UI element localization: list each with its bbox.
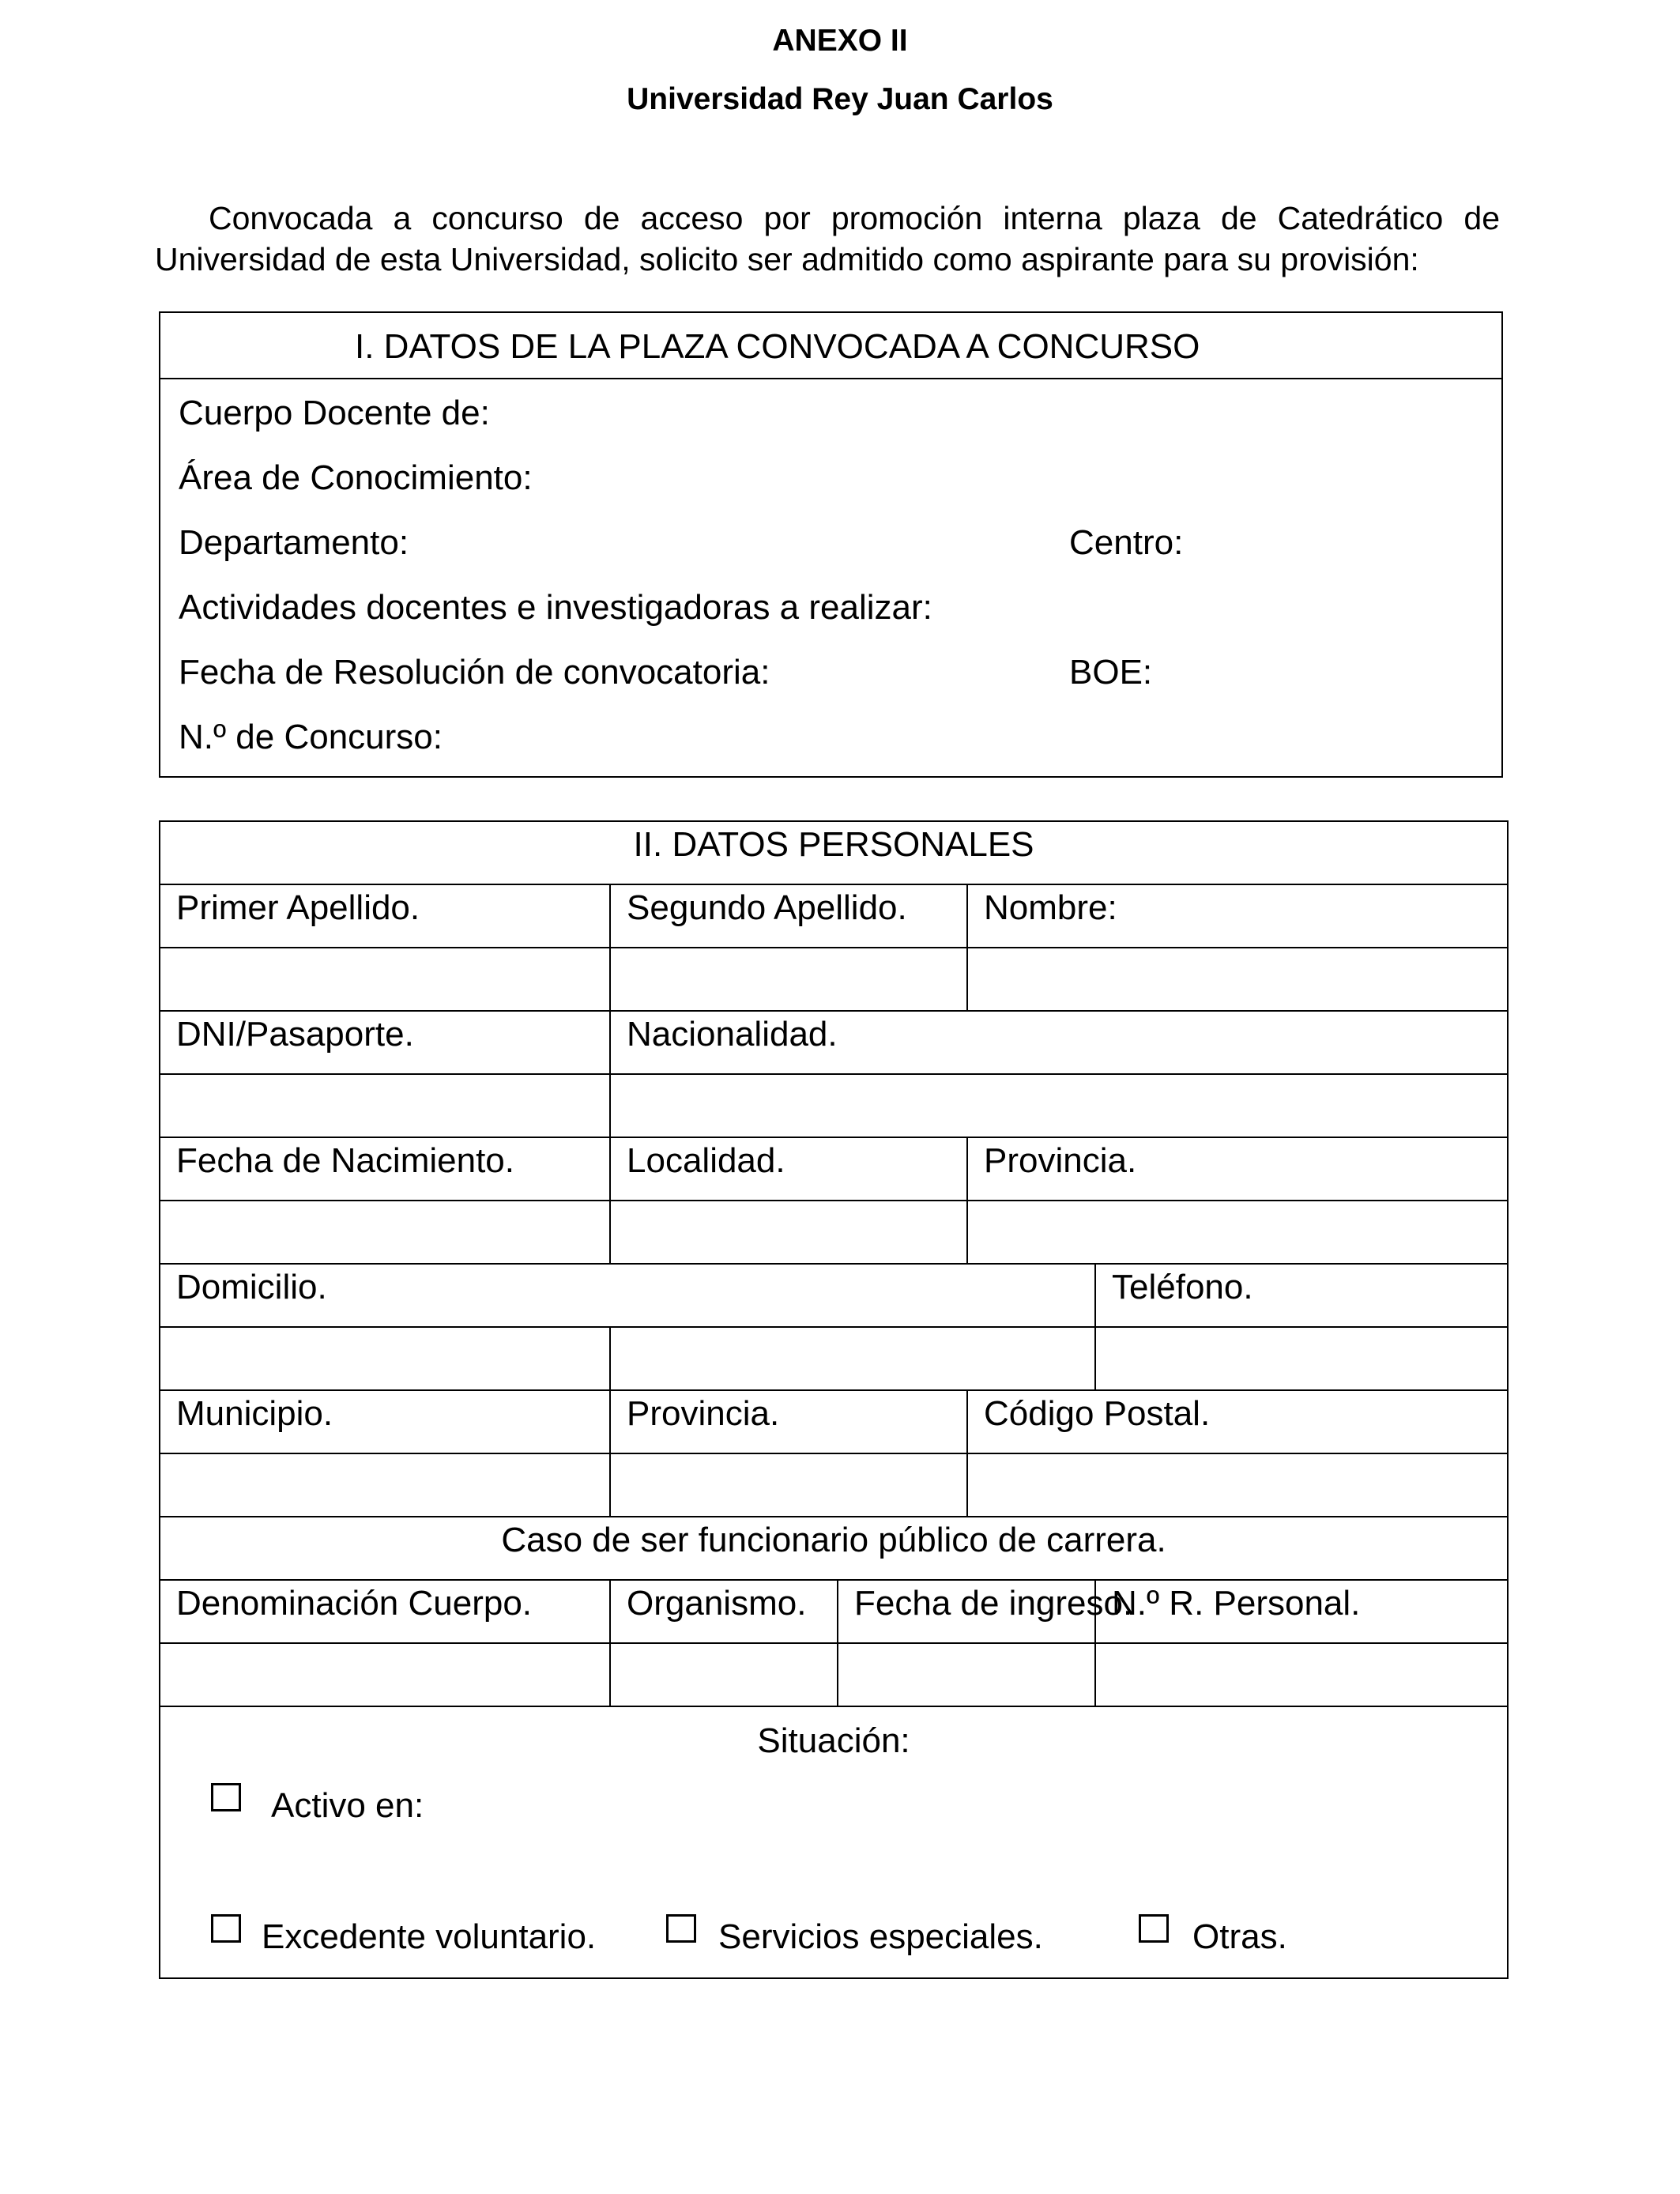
label-primer-apellido: Primer Apellido.	[160, 884, 610, 948]
input-domicilio-1[interactable]	[160, 1327, 610, 1390]
input-primer-apellido[interactable]	[160, 948, 610, 1011]
label-domicilio: Domicilio.	[160, 1264, 1095, 1327]
label-municipio: Municipio.	[160, 1390, 610, 1453]
label-nrp: N.º R. Personal.	[1095, 1580, 1508, 1643]
input-nacionalidad[interactable]	[610, 1074, 1508, 1137]
section-plaza-title: I. DATOS DE LA PLAZA CONVOCADA A CONCURSO	[355, 327, 1200, 366]
label-dni: DNI/Pasaporte.	[160, 1011, 610, 1074]
input-nrp[interactable]	[1095, 1643, 1508, 1706]
label-otras: Otras.	[1192, 1917, 1287, 1956]
field-centro[interactable]: Centro:	[1069, 523, 1184, 562]
label-organismo: Organismo.	[610, 1580, 838, 1643]
input-dni[interactable]	[160, 1074, 610, 1137]
input-provincia[interactable]	[967, 1201, 1508, 1264]
label-fecha-ingreso: Fecha de ingreso.	[838, 1580, 1095, 1643]
label-excedente: Excedente voluntario.	[262, 1917, 597, 1956]
label-fecha-nacimiento: Fecha de Nacimiento.	[160, 1137, 610, 1201]
input-localidad[interactable]	[610, 1201, 967, 1264]
label-provincia-2: Provincia.	[610, 1390, 967, 1453]
intro-line-2: Universidad de esta Universidad, solicito ser admitido como aspirante para su provisión:	[155, 241, 1419, 277]
label-activo: Activo en:	[271, 1786, 424, 1825]
label-denominacion-cuerpo: Denominación Cuerpo.	[160, 1580, 610, 1643]
annex-title: ANEXO II	[772, 24, 908, 58]
checkbox-servicios[interactable]	[666, 1914, 696, 1943]
field-departamento[interactable]: Departamento:	[179, 523, 409, 562]
field-cuerpo-docente[interactable]: Cuerpo Docente de:	[179, 394, 490, 432]
input-nombre[interactable]	[967, 948, 1508, 1011]
checkbox-excedente[interactable]	[211, 1914, 241, 1943]
funcionario-title: Caso de ser funcionario público de carrera.	[160, 1517, 1508, 1580]
input-fecha-ingreso[interactable]	[838, 1643, 1095, 1706]
intro-line-1: Convocada a concurso de acceso por promoción interna plaza de Catedrático de	[209, 200, 1500, 236]
section-personal-title: II. DATOS PERSONALES	[160, 821, 1508, 884]
label-servicios: Servicios especiales.	[718, 1917, 1043, 1956]
label-segundo-apellido: Segundo Apellido.	[610, 884, 967, 948]
input-municipio[interactable]	[160, 1453, 610, 1517]
checkbox-otras[interactable]	[1139, 1914, 1169, 1943]
input-telefono[interactable]	[1095, 1327, 1508, 1390]
university-title: Universidad Rey Juan Carlos	[627, 82, 1053, 116]
input-codigo-postal[interactable]	[967, 1453, 1508, 1517]
label-localidad: Localidad.	[610, 1137, 967, 1201]
checkbox-activo[interactable]	[211, 1783, 241, 1811]
input-provincia-2[interactable]	[610, 1453, 967, 1517]
label-telefono: Teléfono.	[1095, 1264, 1508, 1327]
input-organismo[interactable]	[610, 1643, 838, 1706]
input-segundo-apellido[interactable]	[610, 948, 967, 1011]
input-domicilio-2[interactable]	[610, 1327, 1095, 1390]
field-fecha-resolucion[interactable]: Fecha de Resolución de convocatoria:	[179, 653, 770, 692]
section-plaza	[159, 311, 1503, 778]
section-plaza-header	[160, 313, 1501, 379]
section-personal-table	[159, 820, 1509, 1979]
input-fecha-nacimiento[interactable]	[160, 1201, 610, 1264]
label-nombre: Nombre:	[967, 884, 1508, 948]
situacion-label: Situación:	[757, 1721, 910, 1760]
field-numero-concurso[interactable]: N.º de Concurso:	[179, 718, 443, 756]
label-codigo-postal: Código Postal.	[967, 1390, 1508, 1453]
field-area-conocimiento[interactable]: Área de Conocimiento:	[179, 458, 533, 497]
situacion-cell	[160, 1706, 1508, 1978]
label-nacionalidad: Nacionalidad.	[610, 1011, 1508, 1074]
field-actividades[interactable]: Actividades docentes e investigadoras a realizar:	[179, 588, 932, 627]
field-boe[interactable]: BOE:	[1069, 653, 1153, 692]
label-provincia: Provincia.	[967, 1137, 1508, 1201]
input-denominacion-cuerpo[interactable]	[160, 1643, 610, 1706]
